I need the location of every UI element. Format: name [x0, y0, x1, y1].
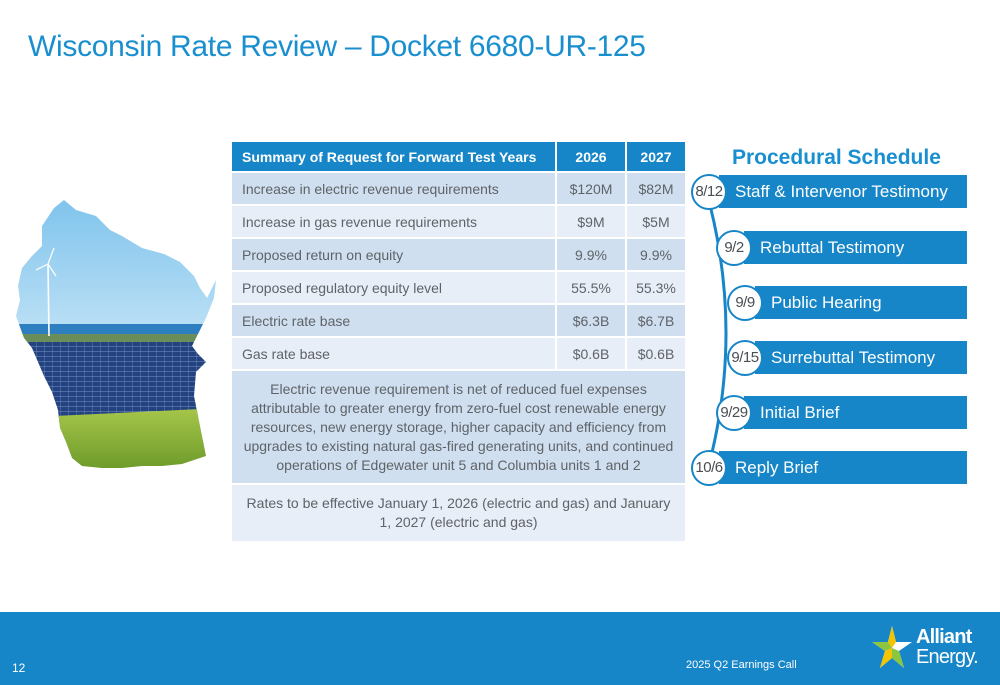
table-row — [232, 271, 685, 304]
schedule-item-date: 8/12 — [691, 174, 727, 210]
table-note-row — [232, 484, 685, 541]
row-value-2026: $120M — [556, 172, 626, 205]
row-label: Increase in electric revenue requirements — [232, 172, 556, 205]
logo-wordmark — [916, 627, 978, 667]
table-row — [232, 238, 685, 271]
schedule-item-label: Surrebuttal Testimony — [755, 341, 967, 374]
schedule-item — [716, 231, 967, 264]
row-value-2027: $82M — [626, 172, 685, 205]
row-value-2027: 55.3% — [626, 271, 685, 304]
row-value-2027: $5M — [626, 205, 685, 238]
row-label: Gas rate base — [232, 337, 556, 370]
table-header-2026: 2026 — [556, 142, 626, 172]
row-value-2026: $6.3B — [556, 304, 626, 337]
schedule-item-label: Initial Brief — [744, 396, 967, 429]
schedule-item-label: Staff & Intervenor Testimony — [719, 175, 967, 208]
schedule-item-date: 9/2 — [716, 230, 752, 266]
schedule-item-date: 9/29 — [716, 395, 752, 431]
row-label: Proposed return on equity — [232, 238, 556, 271]
alliant-energy-star-icon — [870, 620, 916, 676]
alliant-energy-logo — [870, 620, 990, 676]
schedule-item — [691, 451, 967, 484]
table-header-label: Summary of Request for Forward Test Years — [232, 142, 556, 172]
event-label: 2025 Q2 Earnings Call — [686, 659, 797, 671]
schedule-item-label: Public Hearing — [755, 286, 967, 319]
table-header-row — [232, 142, 685, 172]
row-value-2027: 9.9% — [626, 238, 685, 271]
footer-bar — [0, 612, 1000, 685]
page-title: Wisconsin Rate Review – Docket 6680-UR-125 — [28, 30, 646, 63]
table-note-row — [232, 370, 685, 484]
schedule-item — [727, 341, 967, 374]
table-row — [232, 337, 685, 370]
row-label: Electric rate base — [232, 304, 556, 337]
schedule-item — [691, 175, 967, 208]
schedule-timeline-arc — [688, 168, 778, 498]
table-header-2027: 2027 — [626, 142, 685, 172]
row-value-2026: $0.6B — [556, 337, 626, 370]
table-row — [232, 205, 685, 238]
row-value-2026: 55.5% — [556, 271, 626, 304]
table-row — [232, 304, 685, 337]
table-row — [232, 172, 685, 205]
schedule-item-label: Reply Brief — [719, 451, 967, 484]
schedule-item-date: 9/15 — [727, 340, 763, 376]
row-value-2026: 9.9% — [556, 238, 626, 271]
wisconsin-map-image — [12, 196, 222, 486]
revenue-note: Electric revenue requirement is net of reduced fuel expenses attributable to greater energy from zero-fuel cost renewable energy resources, new energy storage, higher capacity and efficiency from upgrades to existing natural gas-fired generating units, and continued operations of Edgewater unit 5 and Columbia units 1 and 2 — [232, 370, 685, 484]
row-value-2027: $6.7B — [626, 304, 685, 337]
schedule-item-date: 10/6 — [691, 450, 727, 486]
schedule-item — [716, 396, 967, 429]
row-value-2026: $9M — [556, 205, 626, 238]
row-label: Increase in gas revenue requirements — [232, 205, 556, 238]
rate-request-summary-table — [232, 142, 685, 541]
schedule-title: Procedural Schedule — [732, 146, 941, 169]
schedule-item-label: Rebuttal Testimony — [744, 231, 967, 264]
row-label: Proposed regulatory equity level — [232, 271, 556, 304]
row-value-2027: $0.6B — [626, 337, 685, 370]
schedule-item — [727, 286, 967, 319]
page-number: 12 — [12, 661, 26, 675]
logo-line-2: Energy. — [916, 646, 978, 668]
schedule-item-date: 9/9 — [727, 285, 763, 321]
effective-date-note: Rates to be effective January 1, 2026 (electric and gas) and January 1, 2027 (electric and gas) — [232, 484, 685, 541]
logo-line-1: Alliant — [916, 626, 972, 648]
